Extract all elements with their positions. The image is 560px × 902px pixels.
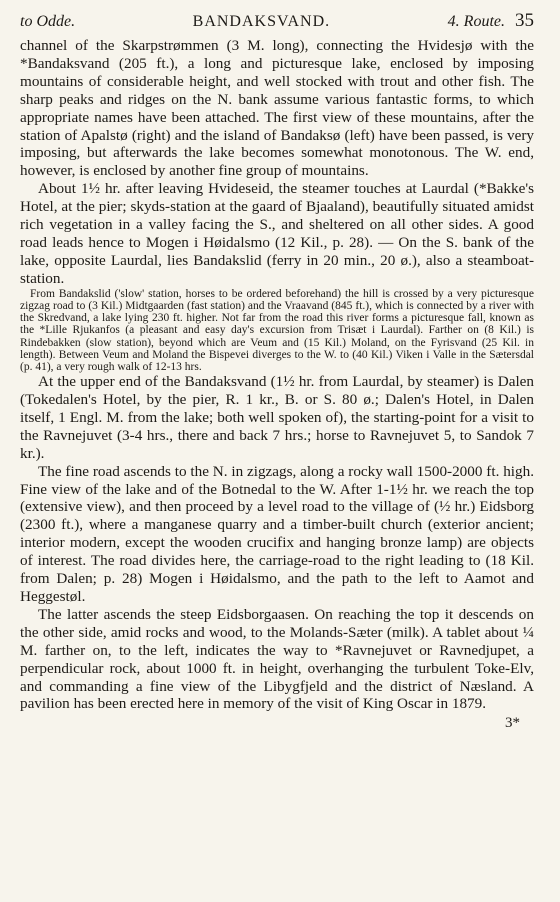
paragraph-4: The fine road ascends to the N. in zigzags, along a rocky wall 1500-2000 ft. high. Fine view of the lake and of the Botnedal to the W. After 1-1½ hr. we reach the top (extensive view), and then proceed by a level road to the village of (½ hr.) Eidsborg (2300 ft.), where a manganese quarry and a timber-built church (exterior ancient; interior modern, except the wooden crucifix and hanging bronze lamp) are objects of interest. The road divides here, the carriage-road to the right leading to (18 Kil. from Dalen; p. 28) Mogen i Høidalsmo, and the path to the left to Aamot and Heggestøl. — [20, 462, 534, 605]
running-head — [20, 6, 534, 36]
paragraph-1: channel of the Skarpstrømmen (3 M. long), connecting the Hvidesjø with the *Bandaksvand (205 ft.), a long and picturesque lake, enclosed by imposing mountains of considerable height, and well stocked with trout and other fish. The sharp peaks and ridges on the N. bank assume various fantastic forms, to which appropriate names have been attached. The first view of these mountains, after the station of Apalstø (right) and the island of Bandaksø (left) have been passed, is very imposing, but afterwards the lake becomes somewhat monotonous. The W. end, however, is enclosed by another fine group of mountains. — [20, 37, 534, 180]
page-number: 35 — [515, 10, 534, 31]
paragraph-5: The latter ascends the steep Eidsborgaasen. On reaching the top it descends on the other side, amid rocks and wood, to the Molands-Sæter (milk). A tablet about ¼ M. farther on, to the left, indicates the way to *Ravnejuvet or Ravnedjupet, a perpendicular rock, about 1000 ft. in height, overhanging the turbulent Toke-Elv, and commanding a fine view of the Libygfjeld and the district of Næsland. A pavilion has been erected here in memory of the visit of King Oscar in 1879. — [20, 605, 534, 713]
paragraph-3: At the upper end of the Bandaksvand (1½ hr. from Laurdal, by steamer) is Dalen (Tokedalen's Hotel, by the pier, R. 1 kr., B. or S. 80 ø.; Dalen's Hotel, in Dalen itself, 1 Engl. M. from the lake; both well spoken of), the starting-point for a visit to the Ravnejuvet (3-4 hrs., there and back 7 hrs.; horse to Ravnejuvet 5, to Sandok 7 kr.). — [20, 373, 534, 462]
header-right — [448, 6, 534, 37]
paragraph-2: About 1½ hr. after leaving Hvideseid, the steamer touches at Laurdal (*Bakke's Hotel, at the pier; skyds-station at the gaard of Bjaaland), beautifully situated amidst rich vegetation in a valley facing the S., and sheltered on all other sides. A good road leads hence to Mogen i Høidalsmo (12 Kil., p. 28). — On the S. bank of the lake, opposite Laurdal, lies Bandakslid (ferry in 20 min., 20 ø.), also a steamboat-station. — [20, 180, 534, 287]
body-text — [20, 37, 534, 713]
signature-mark: 3* — [505, 715, 520, 732]
header-section: 4. Route. — [447, 13, 505, 30]
header-left-text: to Odde. — [20, 13, 76, 30]
small-print-note: From Bandakslid ('slow' station, horses to be ordered beforehand) the hill is crossed by a very picturesque zigzag road to (3 Kil.) Midtgaarden (fast station) and the Vraavand (845 ft.), which is connected by a river with the Skredvand, a lake lying 230 ft. higher. Not far from the road this river forms a picturesque fall, known as the *Lille Rjukanfos (a pleasant and easy day's excursion from Trisæt i Laurdal). Farther on (8 Kil.) is Rindebakken (slow station), beyond which are Veum and (15 Kil.) Moland, on the Fyrisvand (25 Kil. in length). Between Veum and Moland the Bispevei diverges to the W. to (40 Kil.) Viken i Valle in the Sætersdal (p. 41), a very rough walk of 12-13 hrs. — [20, 287, 534, 373]
header-title: BANDAKSVAND. — [192, 13, 331, 30]
